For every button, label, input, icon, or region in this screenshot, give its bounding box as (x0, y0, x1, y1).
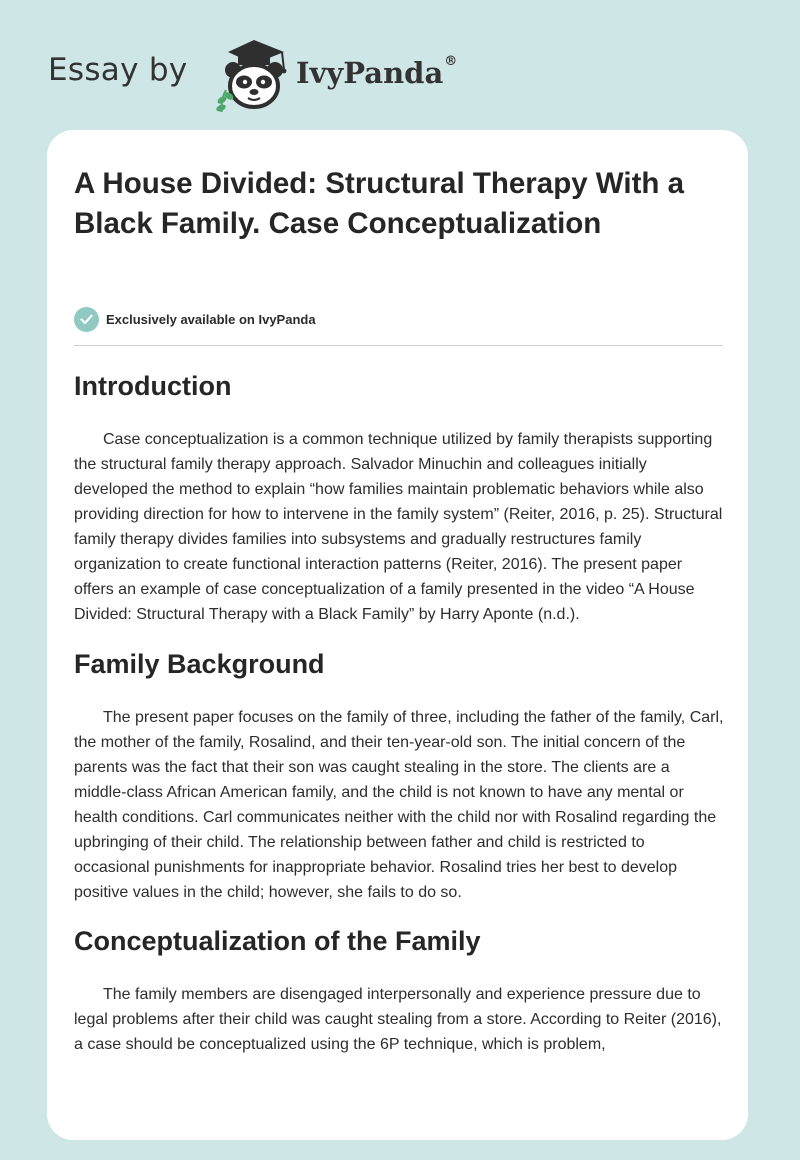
site-header (48, 30, 568, 114)
brand-name-text: IvyPanda (296, 56, 444, 90)
section-heading-introduction: Introduction (74, 371, 232, 401)
essay-card (47, 130, 748, 1140)
essay-title: A House Divided: Structural Therapy With a Black Family. Case Conceptualization (74, 167, 685, 240)
check-circle-icon (74, 307, 99, 332)
essay-body (74, 366, 724, 1057)
essay-by-label: Essay by (48, 52, 188, 88)
section-heading-conceptualization: Conceptualization of the Family (74, 926, 481, 956)
registered-mark: ® (444, 54, 458, 69)
paragraph-family-background: The present paper focuses on the family of three, including the father of the family, Carl, the mother of the family, Rosalind, and their ten-year-old son. The initial concern of the parents was the fact that their son was caught stealing in the store. The clients are a middle-class African American family, and the child is not known to have any mental or health conditions. Carl communicates neither with the child nor with Rosalind regarding the upbringing of their child. The relationship between father and child is restricted to occasional punishments for inappropriate behavior. Rosalind tries her best to develop positive values in the child; however, she fails to do so. (74, 709, 724, 901)
panda-graduate-logo-icon[interactable] (202, 34, 298, 112)
title-divider (74, 345, 723, 346)
section-heading-family-background: Family Background (74, 649, 325, 679)
paragraph-introduction: Case conceptualization is a common technique utilized by family therapists supporting the structural family therapy approach. Salvador Minuchin and colleagues initially developed the method to explain “how families maintain problematic behaviors while also providing direction for how to intervene in the family system” (Reiter, 2016, p. 25). Structural family therapy divides families into subsystems and gradually restructures family organization to create functional interaction patterns (Reiter, 2016). The present paper offers an example of case conceptualization of a family presented in the video “A House Divided: Structural Therapy with a Black Family” by Harry Aponte (n.d.). (74, 431, 723, 623)
exclusive-badge (74, 306, 316, 332)
exclusive-label: Exclusively available on IvyPanda (106, 311, 316, 327)
brand-name[interactable] (296, 56, 457, 90)
paragraph-conceptualization: The family members are disengaged interpersonally and experience pressure due to legal problems after their child was caught stealing from a store. According to Reiter (2016), a case should be conceptualized using the 6P technique, which is problem, (74, 986, 722, 1053)
